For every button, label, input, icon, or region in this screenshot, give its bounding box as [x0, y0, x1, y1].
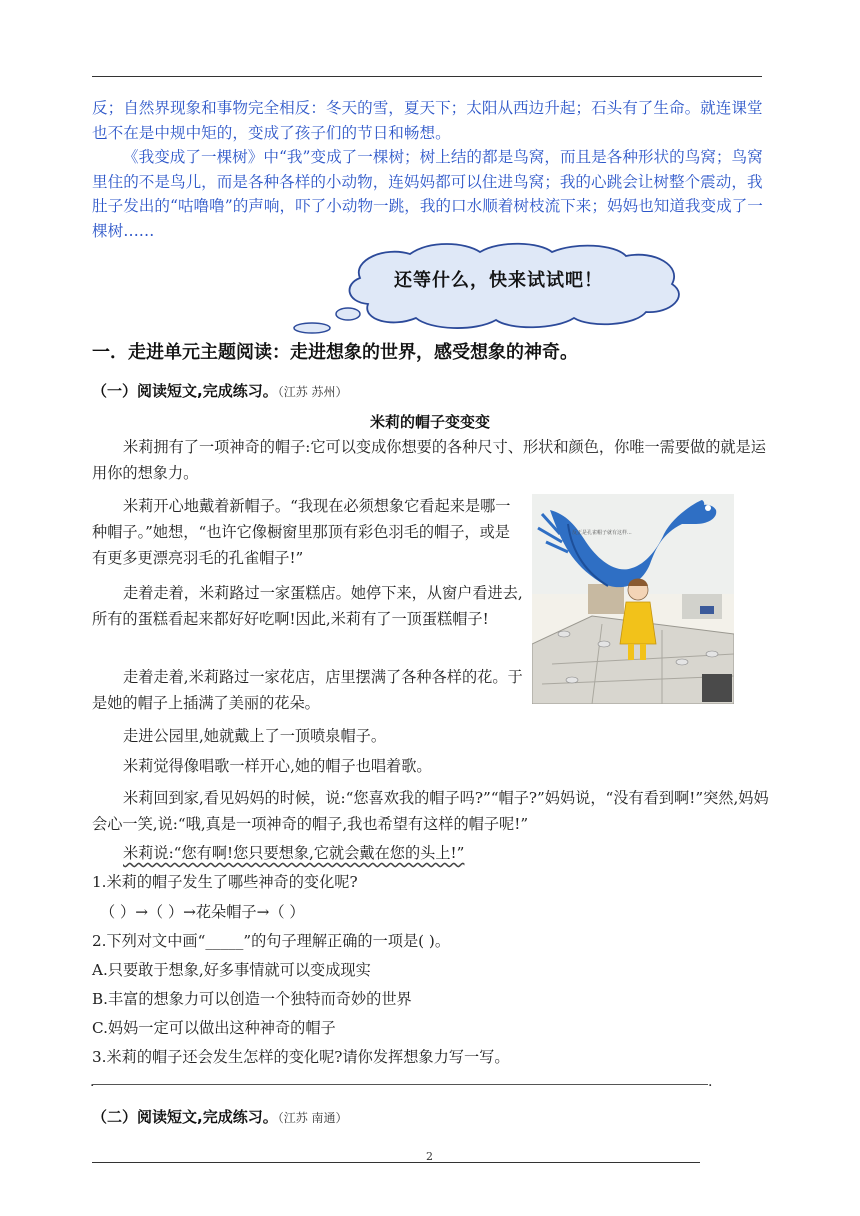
story-paragraph-7: 米莉回到家,看见妈妈的时候，说:“您喜欢我的帽子吗?”“帽子?”妈妈说，“没有看到啊!”突然,妈妈会心一笑,说:“哦,真是一项神奇的帽子,我也希望有这样的帽子呢!”: [92, 789, 769, 833]
story-paragraph-1: 米莉拥有了一项神奇的帽子:它可以变成你想要的各种尺寸、形状和颜色，你唯一需要做的就是运用你的想象力。: [92, 438, 766, 482]
part1-label: （一）阅读短文,完成练习。: [92, 382, 278, 400]
intro-paragraph-1: 反；自然界现象和事物完全相反：冬天的雪，夏天下；太阳从西边升起；石头有了生命。就连课堂也不在是中规中矩的，变成了孩子们的节日和畅想。: [92, 99, 763, 142]
cloud-callout-text: 还等什么，快来试试吧！: [394, 270, 603, 291]
story-title: 米莉的帽子变变变: [369, 413, 490, 431]
story-paragraph-8-underlined: 米莉说:“您有啊!您只要想象,它就会戴在您的头上!”: [123, 844, 465, 862]
footer-rule: [92, 1162, 700, 1163]
part2-location: （江苏 南通）: [277, 1111, 348, 1125]
story-paragraph-5: 走进公园里,她就戴上了一顶喷泉帽子。: [123, 727, 387, 745]
part1-heading: [92, 380, 348, 401]
page-number: 2: [426, 1150, 433, 1163]
header-rule: [92, 76, 762, 77]
story-paragraph-6: 米莉觉得像唱歌一样开心,她的帽子也唱着歌。: [123, 757, 432, 775]
answer-line-end: .: [708, 1074, 713, 1090]
question-2-option-b[interactable]: B.丰富的想象力可以创造一个独特而奇妙的世界: [92, 990, 412, 1008]
story-paragraph-3: 走着走着，米莉路过一家蛋糕店。她停下来，从窗户看进去,所有的蛋糕看起来都好好吃啊!因此,米莉有了一顶蛋糕帽子!: [92, 584, 523, 628]
answer-line-start: .: [90, 1074, 95, 1090]
part1-location: （江苏 苏州）: [277, 385, 348, 399]
part2-label: （二）阅读短文,完成练习。: [92, 1108, 278, 1126]
intro-paragraph-2: 《我变成了一棵树》中“我”变成了一棵树；树上结的都是鸟窝，而且是各种形状的鸟窝；鸟窝里住的不是鸟儿，而是各种各样的小动物，连妈妈都可以住进鸟窝；我的心跳会让树整个震动，我肚子发出的“咕噜噜”的声响，吓了小动物一跳，我的口水顺着树枝流下来；妈妈也知道我变成了一棵树……: [92, 148, 763, 240]
question-3: 3.米莉的帽子还会发生怎样的变化呢?请你发挥想象力写一写。: [92, 1048, 510, 1066]
question-1: 1.米莉的帽子发生了哪些神奇的变化呢?: [92, 873, 358, 891]
peacock-hat-illustration: [532, 494, 734, 704]
question-2: 2.下列对文中画“_____”的句子理解正确的一项是( )。: [92, 932, 451, 950]
section-title: 一．走进单元主题阅读：走进想象的世界，感受想象的神奇。: [92, 342, 578, 363]
part2-heading: [92, 1106, 348, 1127]
question-2-option-a[interactable]: A.只要敢于想象,好多事情就可以变成现实: [92, 961, 371, 979]
story-paragraph-2: 米莉开心地戴着新帽子。“我现在必须想象它看起来是哪一种帽子。”她想，“也许它像橱窗里那顶有彩色羽毛的帽子，或是有更多更漂亮羽毛的孔雀帽子!”: [92, 497, 511, 567]
story-paragraph-4: 走着走着,米莉路过一家花店，店里摆满了各种各样的花。于是她的帽子上插满了美丽的花朵。: [92, 668, 523, 712]
answer-line[interactable]: [92, 1084, 708, 1085]
illustration-caption: 反正是孔雀帽子就有这样...: [572, 530, 632, 536]
question-1-blanks[interactable]: （ ）→（ ）→花朵帽子→（ ）: [100, 903, 305, 921]
question-2-option-c[interactable]: C.妈妈一定可以做出这种神奇的帽子: [92, 1019, 336, 1037]
